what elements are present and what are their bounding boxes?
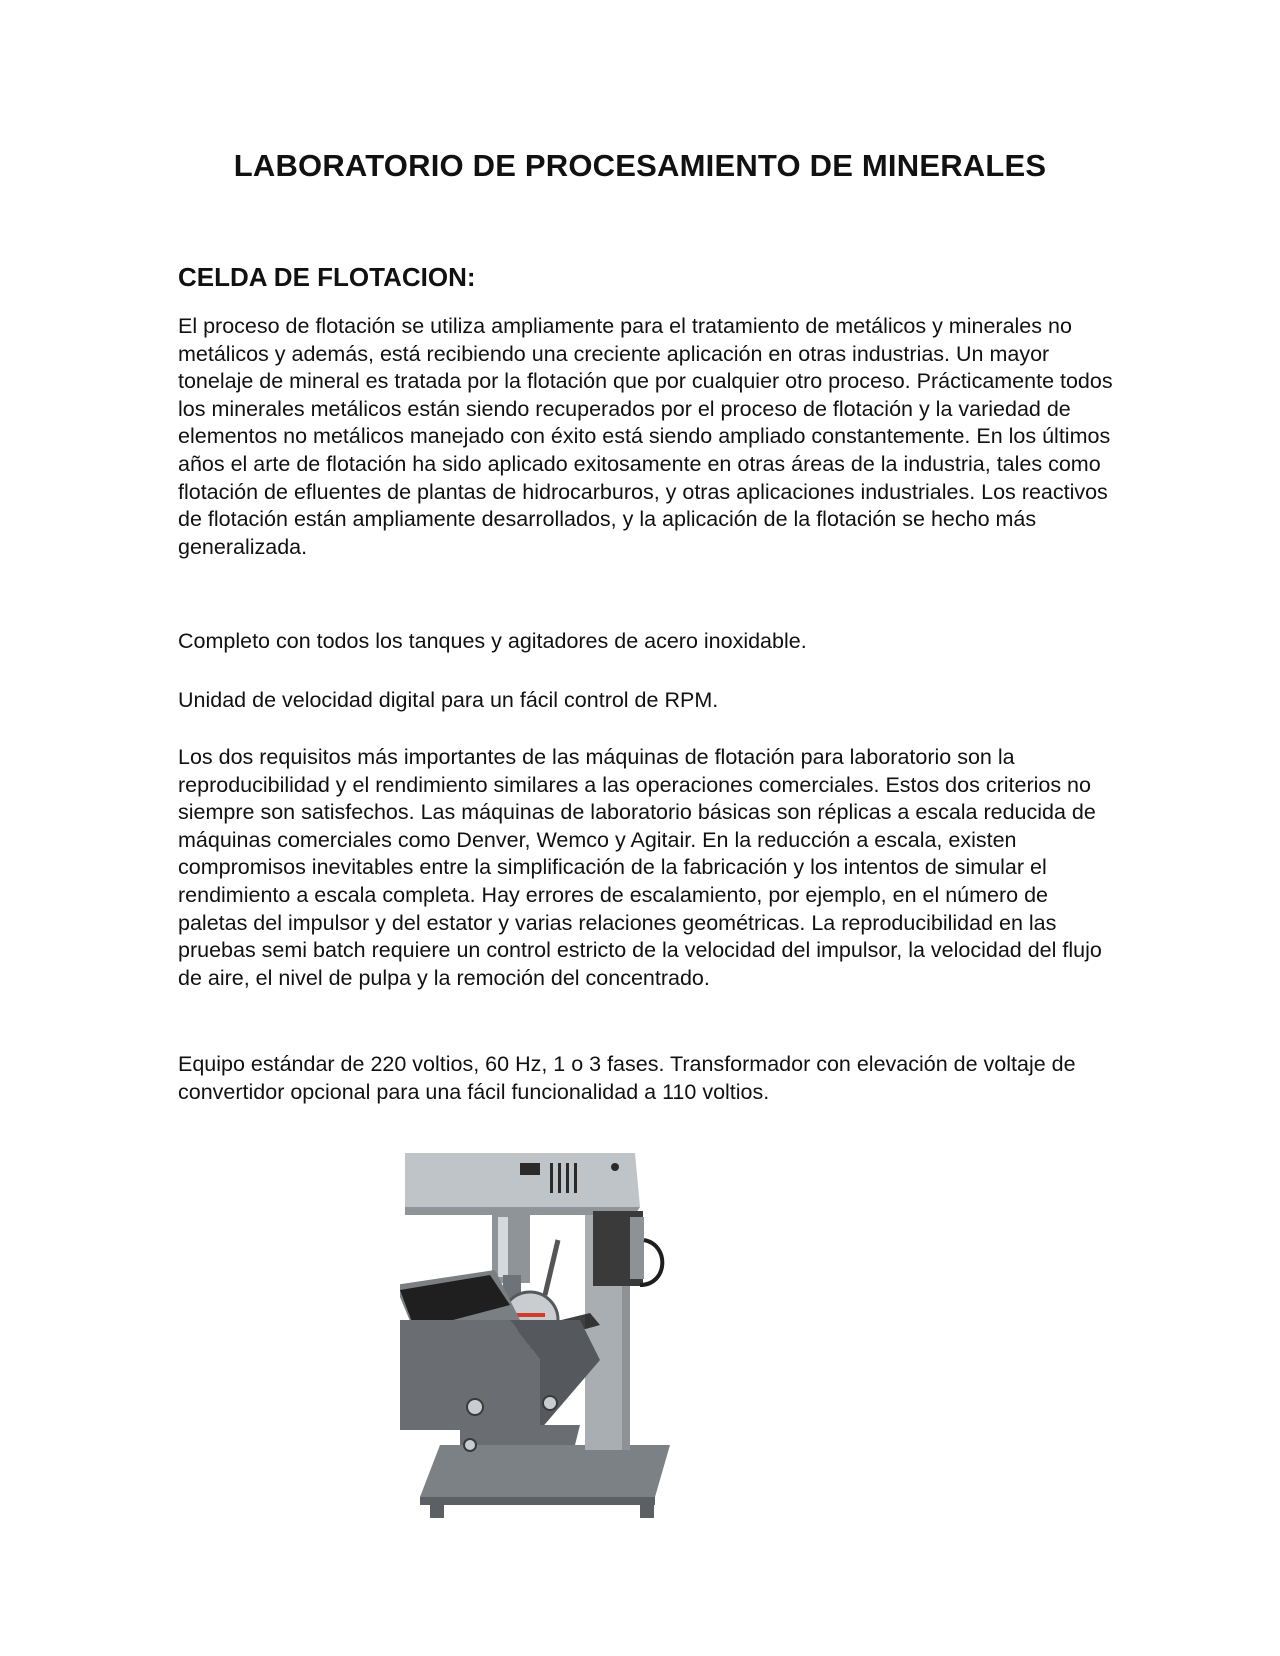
paragraph-speed-unit: Unidad de velocidad digital para un fácil control de RPM. [178, 688, 719, 712]
section-heading: CELDA DE FLOTACION: [178, 262, 476, 292]
flotation-cell-figure [400, 1145, 700, 1520]
paragraph-tanks: Completo con todos los tanques y agitadores de acero inoxidable. [178, 629, 807, 653]
paragraph-power: Equipo estándar de 220 voltios, 60 Hz, 1 o 3 fases. Transformador con elevación de voltaje de convertidor opcional para una fácil funcionalidad a 110 voltios. [178, 1052, 1076, 1104]
flotation-cell-machine-icon [400, 1145, 700, 1520]
page-title: LABORATORIO DE PROCESAMIENTO DE MINERALES [233, 148, 1047, 183]
paragraph-requirements: Los dos requisitos más importantes de las máquinas de flotación para laboratorio son la reproducibilidad y el rendimiento similares a las operaciones comerciales. Estos dos criterios no siempre son satisfechos. Las máquinas de laboratorio básicas son réplicas a escala reducida de máquinas comerciales como Denver, Wemco y Agitair. En la reducción a escala, existen compromisos inevitables entre la simplificación de la fabricación y los intentos de simular el rendimiento a escala completa. Hay errores de escalamiento, por ejemplo, en el número de paletas del impulsor y del estator y varias relaciones geométricas. La reproducibilidad en las pruebas semi batch requiere un control estricto de la velocidad del impulsor, la velocidad del flujo de aire, el nivel de pulpa y la remoción del concentrado. [178, 745, 1102, 990]
paragraph-intro: El proceso de flotación se utiliza ampliamente para el tratamiento de metálicos y minerales no metálicos y además, está recibiendo una creciente aplicación en otras industrias. Un mayor tonelaje de mineral es tratada por la flotación que por cualquier otro proceso. Prácticamente todos los minerales metálicos están siendo recuperados por el proceso de flotación y la variedad de elementos no metálicos manejado con éxito está siendo ampliado constantemente. En los últimos años el arte de flotación ha sido aplicado exitosamente en otras áreas de la industria, tales como flotación de efluentes de plantas de hidrocarburos, y otras aplicaciones industriales. Los reactivos de flotación están ampliamente desarrollados, y la aplicación de la flotación se hecho más generalizada. [178, 314, 1113, 559]
